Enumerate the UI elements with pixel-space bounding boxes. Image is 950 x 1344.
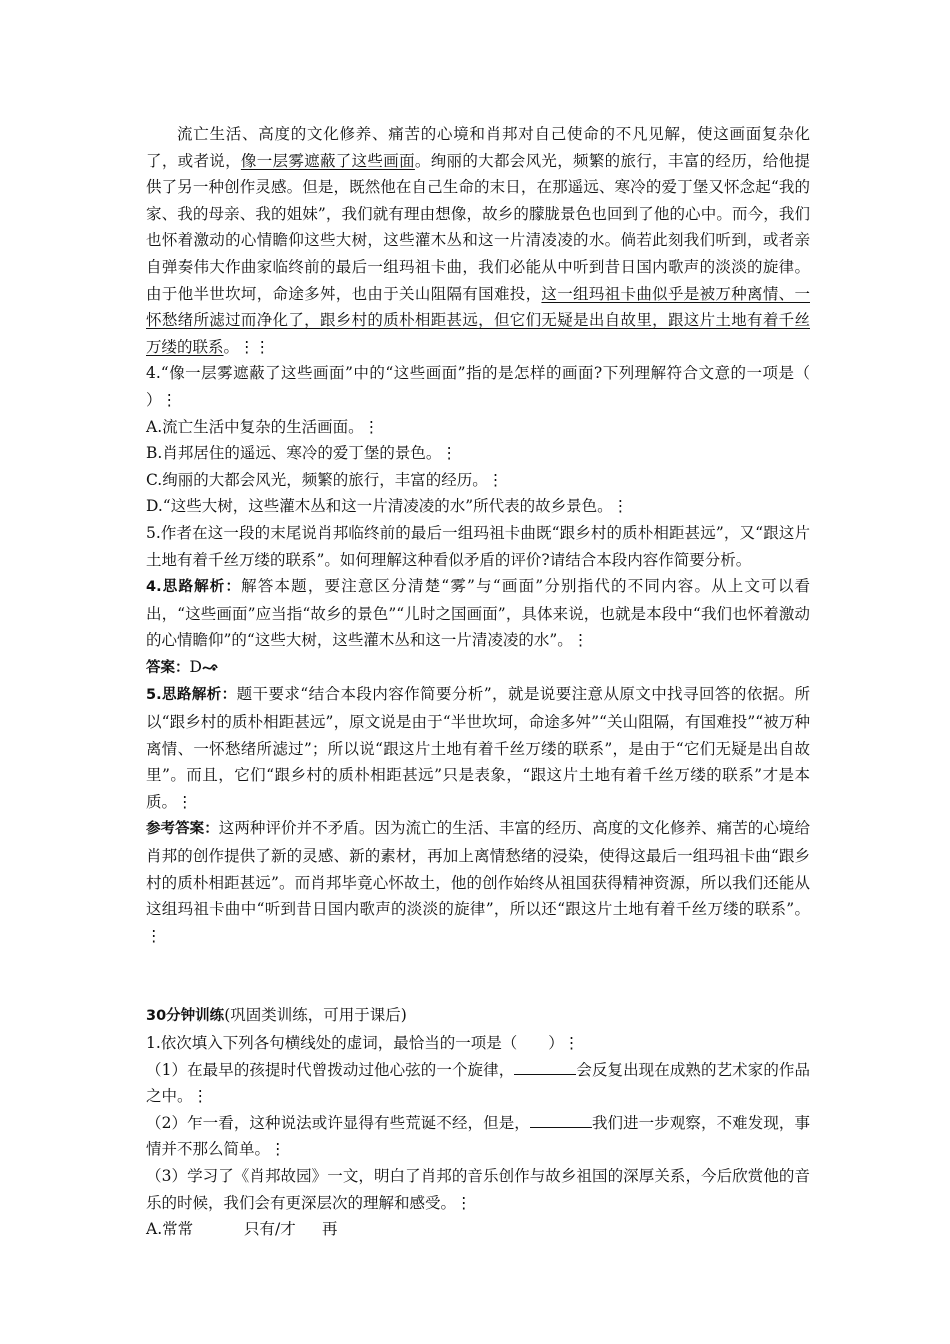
fill-blank — [514, 1058, 576, 1075]
fill-blank — [530, 1111, 592, 1128]
underlined-phrase-2: 这一组玛祖卡曲似乎是被万种离情、一怀愁绪所滤过而净化了，跟乡村的质朴相距甚远，但它们无疑是出自故里，跟这片土地有着千丝万缕的联系 — [146, 284, 810, 356]
question-4-option-c: C.绚丽的大都会风光，频繁的旅行，丰富的经历。⋮ — [146, 470, 504, 489]
ink-mark-icon — [202, 663, 218, 673]
training-sentence-1 — [146, 1057, 810, 1110]
answer-4-analysis — [146, 573, 810, 654]
reference-label: 参考答案： — [146, 821, 219, 838]
training-heading — [146, 1002, 810, 1030]
question-4-option-d: D.“这些大树，这些灌木丛和这一片清凌凌的水”所代表的故乡景色。⋮ — [146, 497, 629, 516]
analysis-label: 5.思路解析： — [146, 687, 237, 704]
answer-4-key — [146, 654, 810, 682]
training-sentence-3: （3）学习了《肖邦故园》一文，明白了肖邦的音乐创作与故乡祖国的深厚关系，今后欣赏他的音乐的时候，我们会有更深层次的理解和感受。⋮ — [146, 1166, 810, 1212]
sentence-text: 会反复出现在成熟的艺术家的作品之中。⋮ — [146, 1060, 810, 1106]
training-title: 30分钟训练 — [146, 1008, 225, 1025]
analysis-text: 解答本题，要注意区分清楚“雾”与“画面”分别指代的不同内容。从上文可以看出，“这些画面”应当指“故乡的景色”“儿时之国画面”，具体来说，也就是本段中“我们也怀着激动的心情瞻仰”的“这些大树，这些灌木丛和这一片清凌凌的水”。⋮ — [146, 577, 810, 650]
option-word: 只有/才 — [244, 1220, 296, 1239]
reference-text: 这两种评价并不矛盾。因为流亡的生活、丰富的经历、高度的文化修养、痛苦的心境给肖邦的创作提供了新的灵感、新的素材，再加上离情愁绪的浸染，使得这最后一组玛祖卡曲“跟乡村的质朴相距甚远”。而肖邦毕竟心怀故土，他的创作始终从祖国获得精神资源，所以我们还能从这组玛祖卡曲中“听到昔日国内歌声的淡淡的旋律”，所以还“跟这片土地有着千丝万缕的联系”。⋮ — [146, 819, 810, 945]
section-gap — [146, 949, 810, 1002]
answer-5-analysis — [146, 681, 810, 815]
analysis-text: 题干要求“结合本段内容作简要分析”，就是说要注意从原文中找寻回答的依据。所以“跟乡村的质朴相距甚远”，原文说是由于“半世坎坷，命途多舛”“关山阻隔，有国难投”“被万种离情、一怀愁绪所滤过”；所以说“跟这片土地有着千丝万缕的联系”，是由于“它们无疑是出自故里”。而且，它们“跟乡村的质朴相距甚远”只是表象，“跟这片土地有着千丝万缕的联系”才是本质。⋮ — [146, 685, 810, 811]
question-4-option-b: B.肖邦居住的遥远、寒冷的爱丁堡的景色。⋮ — [146, 444, 457, 463]
question-4-stem: 4.“像一层雾遮蔽了这些画面”中的“这些画面”指的是怎样的画面?下列理解符合文意的一项是（ ）⋮ — [146, 364, 842, 409]
passage-text: 。绚丽的大都会风光，频繁的旅行，丰富的经历，给他提供了另一种创作灵感。但是，既然他在自己生命的末日，在那遥远、寒冷的爱丁堡又怀念起“我的家、我的母亲、我的姐妹”，我们就有理由想像，故乡的朦胧景色也回到了他的心中。而今，我们也怀着激动的心情瞻仰这些大树，这些灌木丛和这一片清凌凌的水。倘若此刻我们听到，或者亲自弹奏伟大作曲家临终前的最后一组玛祖卡曲，我们必能从中听到昔日国内歌声的淡淡的旋律。由于他半世坎坷，命途多舛，也由于关山阻隔有国难投， — [146, 151, 810, 303]
question-5-stem: 5.作者在这一段的末尾说肖邦临终前的最后一组玛祖卡曲既“跟乡村的质朴相距甚远”，又“跟这片土地有着千丝万缕的联系”。如何理解这种看似矛盾的评价?请结合本段内容作简要分析。 — [146, 523, 810, 569]
option-word: 再 — [322, 1220, 338, 1239]
document-page — [146, 121, 842, 1243]
sentence-text: 我们进一步观察，不难发现，事情并不那么简单。⋮ — [146, 1113, 810, 1159]
sentence-text: （1）在最早的孩提时代曾拨动过他心弦的一个旋律， — [146, 1060, 515, 1079]
answer-5-reference — [146, 815, 810, 949]
analysis-label: 4.思路解析： — [146, 579, 242, 596]
passage-paragraph — [146, 121, 810, 360]
question-4-option-a: A.流亡生活中复杂的生活画面。⋮ — [146, 417, 380, 436]
option-word: A.常常 — [146, 1220, 194, 1239]
training-sentence-2 — [146, 1110, 810, 1163]
passage-text: 流亡生活、高度的文化修养、痛苦的心境和肖邦对自己使命的不凡见解，使这画面复杂化了，或者说， — [146, 125, 810, 170]
answer-label: 答案： — [146, 659, 190, 676]
training-note: (巩固类训练，可用于课后) — [224, 1006, 407, 1025]
answer-value: D — [189, 657, 202, 676]
passage-text: 。⋮⋮ — [223, 337, 271, 356]
sentence-text: （2）乍一看，这种说法或许显得有些荒诞不经，但是， — [146, 1113, 530, 1132]
training-option-a — [146, 1216, 810, 1243]
underlined-phrase-1: 像一层雾遮蔽了这些画面 — [240, 151, 415, 170]
training-question-1-stem: 1.依次填入下列各句横线处的虚词，最恰当的一项是（ ）⋮ — [146, 1034, 580, 1052]
